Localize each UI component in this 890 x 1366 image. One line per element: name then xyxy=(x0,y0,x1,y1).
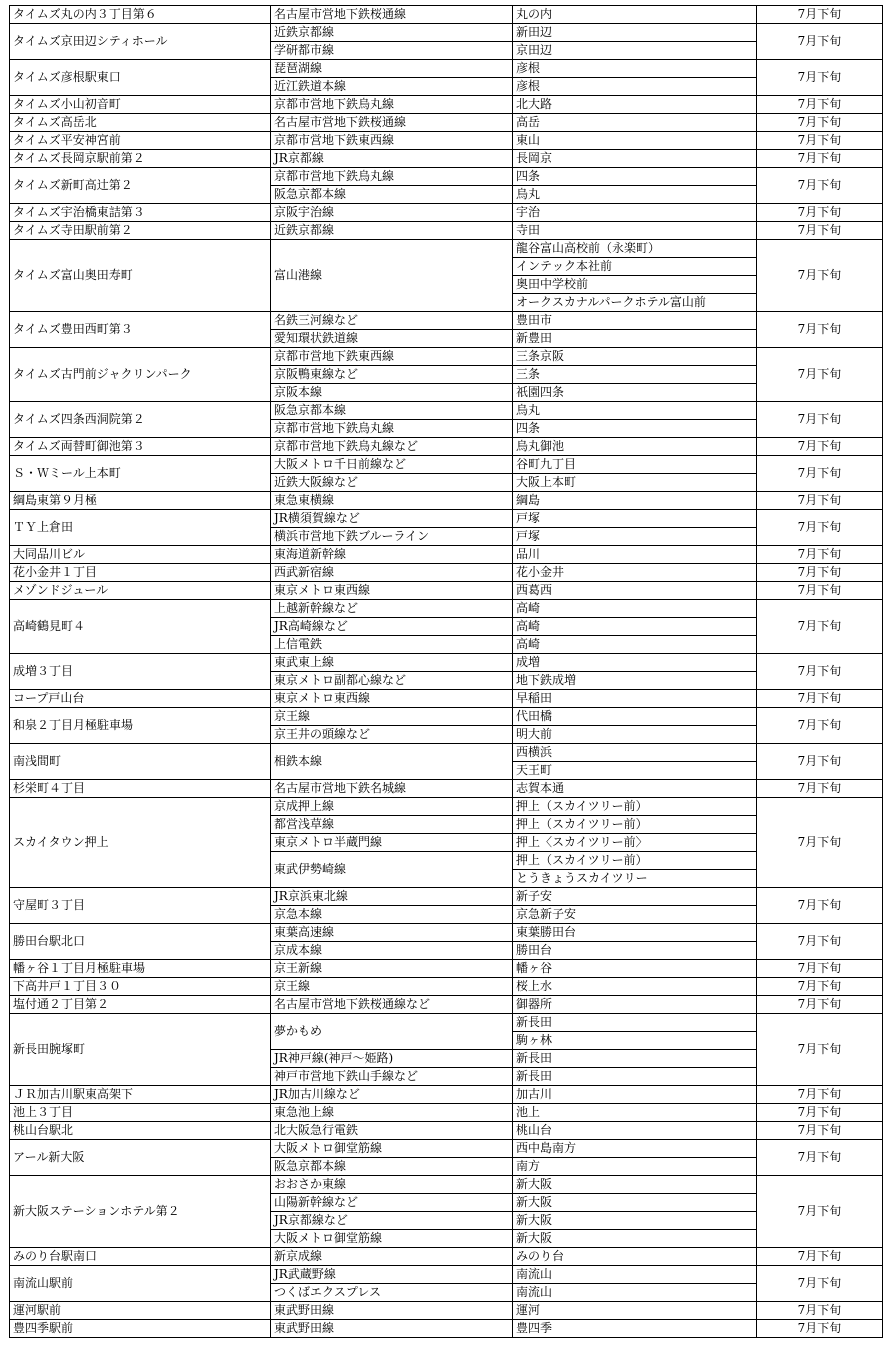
table-row xyxy=(10,1176,883,1194)
schedule-cell: 7月下旬 xyxy=(757,510,883,546)
parking-name-cell: タイムズ平安神宮前 xyxy=(10,132,271,150)
schedule-cell: 7月下旬 xyxy=(757,132,883,150)
rail-line-cell: 名鉄三河線など xyxy=(271,312,513,330)
rail-line-cell: 東京メトロ半蔵門線 xyxy=(271,834,513,852)
table-row xyxy=(10,204,883,222)
station-cell: 烏丸御池 xyxy=(513,438,757,456)
station-cell: 南方 xyxy=(513,1158,757,1176)
rail-line-cell: 神戸市営地下鉄山手線など xyxy=(271,1068,513,1086)
station-cell: 祇園四条 xyxy=(513,384,757,402)
rail-line-cell: 西武新宿線 xyxy=(271,564,513,582)
parking-list-sheet xyxy=(9,5,882,1338)
schedule-cell: 7月下旬 xyxy=(757,1086,883,1104)
parking-name-cell: 運河駅前 xyxy=(10,1302,271,1320)
table-row xyxy=(10,996,883,1014)
schedule-cell: 7月下旬 xyxy=(757,114,883,132)
station-cell: 新豊田 xyxy=(513,330,757,348)
table-row xyxy=(10,168,883,186)
schedule-cell: 7月下旬 xyxy=(757,564,883,582)
schedule-cell: 7月下旬 xyxy=(757,546,883,564)
station-cell: 西横浜 xyxy=(513,744,757,762)
rail-line-cell: 北大阪急行電鉄 xyxy=(271,1122,513,1140)
rail-line-cell: 東急東横線 xyxy=(271,492,513,510)
schedule-cell: 7月下旬 xyxy=(757,708,883,744)
table-row xyxy=(10,798,883,816)
parking-name-cell: タイムズ新町高辻第２ xyxy=(10,168,271,204)
schedule-cell: 7月下旬 xyxy=(757,438,883,456)
parking-name-cell: タイムズ京田辺シティホール xyxy=(10,24,271,60)
parking-name-cell: タイムズ高岳北 xyxy=(10,114,271,132)
table-row xyxy=(10,222,883,240)
table-row xyxy=(10,312,883,330)
station-cell: 宇治 xyxy=(513,204,757,222)
parking-name-cell: 和泉２丁目月極駐車場 xyxy=(10,708,271,744)
table-row xyxy=(10,1086,883,1104)
parking-name-cell: Ｓ・Ｗミール上本町 xyxy=(10,456,271,492)
table-row xyxy=(10,1122,883,1140)
station-cell: 明大前 xyxy=(513,726,757,744)
schedule-cell: 7月下旬 xyxy=(757,6,883,24)
table-row xyxy=(10,1266,883,1284)
schedule-cell: 7月下旬 xyxy=(757,150,883,168)
parking-name-cell: 桃山台駅北 xyxy=(10,1122,271,1140)
rail-line-cell: 京都市営地下鉄烏丸線 xyxy=(271,96,513,114)
schedule-cell: 7月下旬 xyxy=(757,402,883,438)
rail-line-cell: 京都市営地下鉄東西線 xyxy=(271,132,513,150)
schedule-cell: 7月下旬 xyxy=(757,240,883,312)
station-cell: 京田辺 xyxy=(513,42,757,60)
schedule-cell: 7月下旬 xyxy=(757,456,883,492)
schedule-cell: 7月下旬 xyxy=(757,582,883,600)
rail-line-cell: 東京メトロ東西線 xyxy=(271,690,513,708)
table-row xyxy=(10,1104,883,1122)
rail-line-cell: おおさか東線 xyxy=(271,1176,513,1194)
station-cell: 新長田 xyxy=(513,1050,757,1068)
schedule-cell: 7月下旬 xyxy=(757,312,883,348)
table-row xyxy=(10,654,883,672)
station-cell: オークスカナルパークホテル富山前 xyxy=(513,294,757,312)
schedule-cell: 7月下旬 xyxy=(757,978,883,996)
parking-name-cell: 守屋町３丁目 xyxy=(10,888,271,924)
schedule-cell: 7月下旬 xyxy=(757,204,883,222)
parking-name-cell: 南流山駅前 xyxy=(10,1266,271,1302)
rail-line-cell: 東武伊勢崎線 xyxy=(271,852,513,888)
station-cell: 成増 xyxy=(513,654,757,672)
station-cell: 四条 xyxy=(513,168,757,186)
rail-line-cell: 新京成線 xyxy=(271,1248,513,1266)
schedule-cell: 7月下旬 xyxy=(757,96,883,114)
station-cell: 戸塚 xyxy=(513,510,757,528)
rail-line-cell: 名古屋市営地下鉄名城線 xyxy=(271,780,513,798)
station-cell: 三条 xyxy=(513,366,757,384)
rail-line-cell: JR武蔵野線 xyxy=(271,1266,513,1284)
schedule-cell: 7月下旬 xyxy=(757,600,883,654)
table-row xyxy=(10,438,883,456)
rail-line-cell: 富山港線 xyxy=(271,240,513,312)
rail-line-cell: 名古屋市営地下鉄桜通線 xyxy=(271,114,513,132)
station-cell: 勝田台 xyxy=(513,942,757,960)
station-cell: 天王町 xyxy=(513,762,757,780)
station-cell: 高岳 xyxy=(513,114,757,132)
station-cell: 新大阪 xyxy=(513,1194,757,1212)
table-row xyxy=(10,240,883,258)
station-cell: 豊四季 xyxy=(513,1320,757,1338)
parking-name-cell: 豊四季駅前 xyxy=(10,1320,271,1338)
table-row xyxy=(10,1302,883,1320)
table-row xyxy=(10,546,883,564)
rail-line-cell: 大阪メトロ千日前線など xyxy=(271,456,513,474)
station-cell: 三条京阪 xyxy=(513,348,757,366)
station-cell: 代田橋 xyxy=(513,708,757,726)
rail-line-cell: 京都市営地下鉄烏丸線 xyxy=(271,420,513,438)
station-cell: 北大路 xyxy=(513,96,757,114)
parking-name-cell: みのり台駅南口 xyxy=(10,1248,271,1266)
rail-line-cell: 名古屋市営地下鉄桜通線 xyxy=(271,6,513,24)
station-cell: 丸の内 xyxy=(513,6,757,24)
parking-name-cell: スカイタウン押上 xyxy=(10,798,271,888)
station-cell: 彦根 xyxy=(513,78,757,96)
parking-name-cell: タイムズ古門前ジャクリンパーク xyxy=(10,348,271,402)
parking-name-cell: 大同品川ビル xyxy=(10,546,271,564)
table-row xyxy=(10,1320,883,1338)
rail-line-cell: 近鉄京都線 xyxy=(271,24,513,42)
parking-name-cell: 新長田腕塚町 xyxy=(10,1014,271,1086)
table-row xyxy=(10,132,883,150)
rail-line-cell: 京王新線 xyxy=(271,960,513,978)
table-row xyxy=(10,6,883,24)
rail-line-cell: 京王線 xyxy=(271,708,513,726)
schedule-cell: 7月下旬 xyxy=(757,798,883,888)
station-cell: 加古川 xyxy=(513,1086,757,1104)
parking-name-cell: タイムズ寺田駅前第２ xyxy=(10,222,271,240)
station-cell: 志賀本通 xyxy=(513,780,757,798)
station-cell: 南流山 xyxy=(513,1284,757,1302)
schedule-cell: 7月下旬 xyxy=(757,960,883,978)
schedule-cell: 7月下旬 xyxy=(757,168,883,204)
schedule-cell: 7月下旬 xyxy=(757,1320,883,1338)
table-row xyxy=(10,690,883,708)
rail-line-cell: 東武東上線 xyxy=(271,654,513,672)
schedule-cell: 7月下旬 xyxy=(757,1176,883,1248)
rail-line-cell: 近鉄大阪線など xyxy=(271,474,513,492)
rail-line-cell: 京都市営地下鉄東西線 xyxy=(271,348,513,366)
station-cell: 新大阪 xyxy=(513,1230,757,1248)
rail-line-cell: 東武野田線 xyxy=(271,1320,513,1338)
station-cell: 押上（スカイツリー前） xyxy=(513,798,757,816)
table-row xyxy=(10,744,883,762)
rail-line-cell: 近江鉄道本線 xyxy=(271,78,513,96)
rail-line-cell: 横浜市営地下鉄ブルーライン xyxy=(271,528,513,546)
schedule-cell: 7月下旬 xyxy=(757,1014,883,1086)
rail-line-cell: 京都市営地下鉄烏丸線 xyxy=(271,168,513,186)
table-row xyxy=(10,708,883,726)
rail-line-cell: JR京浜東北線 xyxy=(271,888,513,906)
rail-line-cell: 京阪宇治線 xyxy=(271,204,513,222)
parking-name-cell: タイムズ長岡京駅前第２ xyxy=(10,150,271,168)
parking-name-cell: タイムズ両替町御池第３ xyxy=(10,438,271,456)
parking-name-cell: タイムズ宇治橋東詰第３ xyxy=(10,204,271,222)
rail-line-cell: 琵琶湖線 xyxy=(271,60,513,78)
table-row xyxy=(10,402,883,420)
rail-line-cell: 京成本線 xyxy=(271,942,513,960)
table-row xyxy=(10,888,883,906)
table-row xyxy=(10,1248,883,1266)
station-cell: 豊田市 xyxy=(513,312,757,330)
rail-line-cell: 京阪鴨東線など xyxy=(271,366,513,384)
parking-name-cell: 下高井戸１丁目３０ xyxy=(10,978,271,996)
table-row xyxy=(10,510,883,528)
schedule-cell: 7月下旬 xyxy=(757,1248,883,1266)
station-cell: 新大阪 xyxy=(513,1176,757,1194)
station-cell: 奥田中学校前 xyxy=(513,276,757,294)
rail-line-cell: JR横須賀線など xyxy=(271,510,513,528)
station-cell: 池上 xyxy=(513,1104,757,1122)
station-cell: 京急新子安 xyxy=(513,906,757,924)
parking-name-cell: 花小金井１丁目 xyxy=(10,564,271,582)
rail-line-cell: 京王井の頭線など xyxy=(271,726,513,744)
station-cell: 戸塚 xyxy=(513,528,757,546)
table-row xyxy=(10,114,883,132)
station-cell: 高崎 xyxy=(513,600,757,618)
station-cell: 新田辺 xyxy=(513,24,757,42)
station-cell: 品川 xyxy=(513,546,757,564)
rail-line-cell: 相鉄本線 xyxy=(271,744,513,780)
station-cell: 地下鉄成増 xyxy=(513,672,757,690)
table-row xyxy=(10,600,883,618)
table-row xyxy=(10,96,883,114)
table-row xyxy=(10,24,883,42)
parking-name-cell: タイムズ四条西洞院第２ xyxy=(10,402,271,438)
rail-line-cell: 阪急京都本線 xyxy=(271,186,513,204)
parking-name-cell: タイムズ小山初音町 xyxy=(10,96,271,114)
rail-line-cell: 京急本線 xyxy=(271,906,513,924)
schedule-cell: 7月下旬 xyxy=(757,60,883,96)
parking-name-cell: 塩付通２丁目第２ xyxy=(10,996,271,1014)
rail-line-cell: つくばエクスプレス xyxy=(271,1284,513,1302)
parking-name-cell: 池上３丁目 xyxy=(10,1104,271,1122)
parking-name-cell: タイムズ豊田西町第３ xyxy=(10,312,271,348)
schedule-cell: 7月下旬 xyxy=(757,492,883,510)
parking-name-cell: タイムズ彦根駅東口 xyxy=(10,60,271,96)
parking-name-cell: 高崎鶴見町４ xyxy=(10,600,271,654)
rail-line-cell: 京成押上線 xyxy=(271,798,513,816)
rail-line-cell: JR高崎線など xyxy=(271,618,513,636)
rail-line-cell: 愛知環状鉄道線 xyxy=(271,330,513,348)
schedule-cell: 7月下旬 xyxy=(757,996,883,1014)
rail-line-cell: 夢かもめ xyxy=(271,1014,513,1050)
station-cell: 花小金井 xyxy=(513,564,757,582)
rail-line-cell: 山陽新幹線など xyxy=(271,1194,513,1212)
rail-line-cell: 東京メトロ副都心線など xyxy=(271,672,513,690)
station-cell: 早稲田 xyxy=(513,690,757,708)
rail-line-cell: JR加古川線など xyxy=(271,1086,513,1104)
station-cell: 龍谷富山高校前（永楽町） xyxy=(513,240,757,258)
rail-line-cell: 京阪本線 xyxy=(271,384,513,402)
station-cell: 押上〈スカイツリー前〉 xyxy=(513,834,757,852)
rail-line-cell: 学研都市線 xyxy=(271,42,513,60)
station-cell: 高崎 xyxy=(513,618,757,636)
station-cell: 新長田 xyxy=(513,1068,757,1086)
rail-line-cell: 京王線 xyxy=(271,978,513,996)
rail-line-cell: 東武野田線 xyxy=(271,1302,513,1320)
rail-line-cell: 上信電鉄 xyxy=(271,636,513,654)
rail-line-cell: JR神戸線(神戸～姫路) xyxy=(271,1050,513,1068)
rail-line-cell: 東海道新幹線 xyxy=(271,546,513,564)
parking-name-cell: メゾンドジュール xyxy=(10,582,271,600)
station-cell: 西葛西 xyxy=(513,582,757,600)
station-cell: 新大阪 xyxy=(513,1212,757,1230)
station-cell: 新子安 xyxy=(513,888,757,906)
parking-name-cell: タイムズ丸の内３丁目第６ xyxy=(10,6,271,24)
station-cell: 四条 xyxy=(513,420,757,438)
parking-lot-table xyxy=(9,5,883,1338)
table-row xyxy=(10,978,883,996)
parking-name-cell: 南浅間町 xyxy=(10,744,271,780)
table-row xyxy=(10,1014,883,1032)
rail-line-cell: 上越新幹線など xyxy=(271,600,513,618)
table-row xyxy=(10,582,883,600)
table-row xyxy=(10,492,883,510)
parking-name-cell: ＴＹ上倉田 xyxy=(10,510,271,546)
table-row xyxy=(10,780,883,798)
station-cell: 高崎 xyxy=(513,636,757,654)
schedule-cell: 7月下旬 xyxy=(757,222,883,240)
rail-line-cell: 東急池上線 xyxy=(271,1104,513,1122)
station-cell: 南流山 xyxy=(513,1266,757,1284)
table-row xyxy=(10,150,883,168)
parking-lot-table-body xyxy=(10,6,883,1338)
table-row xyxy=(10,924,883,942)
table-row xyxy=(10,456,883,474)
table-row xyxy=(10,60,883,78)
station-cell: 烏丸 xyxy=(513,186,757,204)
parking-name-cell: 綱島東第９月極 xyxy=(10,492,271,510)
parking-name-cell: タイムズ富山奥田寿町 xyxy=(10,240,271,312)
schedule-cell: 7月下旬 xyxy=(757,690,883,708)
schedule-cell: 7月下旬 xyxy=(757,654,883,690)
station-cell: 押上（スカイツリー前） xyxy=(513,852,757,870)
schedule-cell: 7月下旬 xyxy=(757,1266,883,1302)
station-cell: 綱島 xyxy=(513,492,757,510)
parking-name-cell: 幡ヶ谷１丁目月極駐車場 xyxy=(10,960,271,978)
rail-line-cell: 都営浅草線 xyxy=(271,816,513,834)
parking-name-cell: 杉栄町４丁目 xyxy=(10,780,271,798)
rail-line-cell: JR京都線など xyxy=(271,1212,513,1230)
rail-line-cell: 阪急京都本線 xyxy=(271,1158,513,1176)
rail-line-cell: 名古屋市営地下鉄桜通線など xyxy=(271,996,513,1014)
parking-name-cell: アール新大阪 xyxy=(10,1140,271,1176)
schedule-cell: 7月下旬 xyxy=(757,24,883,60)
station-cell: 東山 xyxy=(513,132,757,150)
schedule-cell: 7月下旬 xyxy=(757,348,883,402)
rail-line-cell: 阪急京都本線 xyxy=(271,402,513,420)
rail-line-cell: 東葉高速線 xyxy=(271,924,513,942)
schedule-cell: 7月下旬 xyxy=(757,1122,883,1140)
station-cell: 彦根 xyxy=(513,60,757,78)
schedule-cell: 7月下旬 xyxy=(757,924,883,960)
station-cell: 大阪上本町 xyxy=(513,474,757,492)
rail-line-cell: 近鉄京都線 xyxy=(271,222,513,240)
station-cell: 押上（スカイツリー前） xyxy=(513,816,757,834)
station-cell: 桜上水 xyxy=(513,978,757,996)
rail-line-cell: 東京メトロ東西線 xyxy=(271,582,513,600)
schedule-cell: 7月下旬 xyxy=(757,780,883,798)
station-cell: 西中島南方 xyxy=(513,1140,757,1158)
station-cell: 桃山台 xyxy=(513,1122,757,1140)
table-row xyxy=(10,564,883,582)
parking-name-cell: 新大阪ステーションホテル第２ xyxy=(10,1176,271,1248)
table-row xyxy=(10,960,883,978)
table-row xyxy=(10,348,883,366)
station-cell: 長岡京 xyxy=(513,150,757,168)
station-cell: 御器所 xyxy=(513,996,757,1014)
schedule-cell: 7月下旬 xyxy=(757,1140,883,1176)
parking-name-cell: 勝田台駅北口 xyxy=(10,924,271,960)
station-cell: みのり台 xyxy=(513,1248,757,1266)
station-cell: 烏丸 xyxy=(513,402,757,420)
station-cell: 寺田 xyxy=(513,222,757,240)
rail-line-cell: 大阪メトロ御堂筋線 xyxy=(271,1230,513,1248)
parking-name-cell: コープ戸山台 xyxy=(10,690,271,708)
parking-name-cell: 成増３丁目 xyxy=(10,654,271,690)
station-cell: 東葉勝田台 xyxy=(513,924,757,942)
schedule-cell: 7月下旬 xyxy=(757,1104,883,1122)
rail-line-cell: JR京都線 xyxy=(271,150,513,168)
station-cell: インテック本社前 xyxy=(513,258,757,276)
station-cell: 運河 xyxy=(513,1302,757,1320)
table-row xyxy=(10,1140,883,1158)
station-cell: 新長田 xyxy=(513,1014,757,1032)
parking-name-cell: ＪＲ加古川駅東高架下 xyxy=(10,1086,271,1104)
station-cell: 駒ヶ林 xyxy=(513,1032,757,1050)
station-cell: 幡ヶ谷 xyxy=(513,960,757,978)
station-cell: 谷町九丁目 xyxy=(513,456,757,474)
schedule-cell: 7月下旬 xyxy=(757,888,883,924)
schedule-cell: 7月下旬 xyxy=(757,744,883,780)
rail-line-cell: 大阪メトロ御堂筋線 xyxy=(271,1140,513,1158)
schedule-cell: 7月下旬 xyxy=(757,1302,883,1320)
rail-line-cell: 京都市営地下鉄烏丸線など xyxy=(271,438,513,456)
station-cell: とうきょうスカイツリー xyxy=(513,870,757,888)
